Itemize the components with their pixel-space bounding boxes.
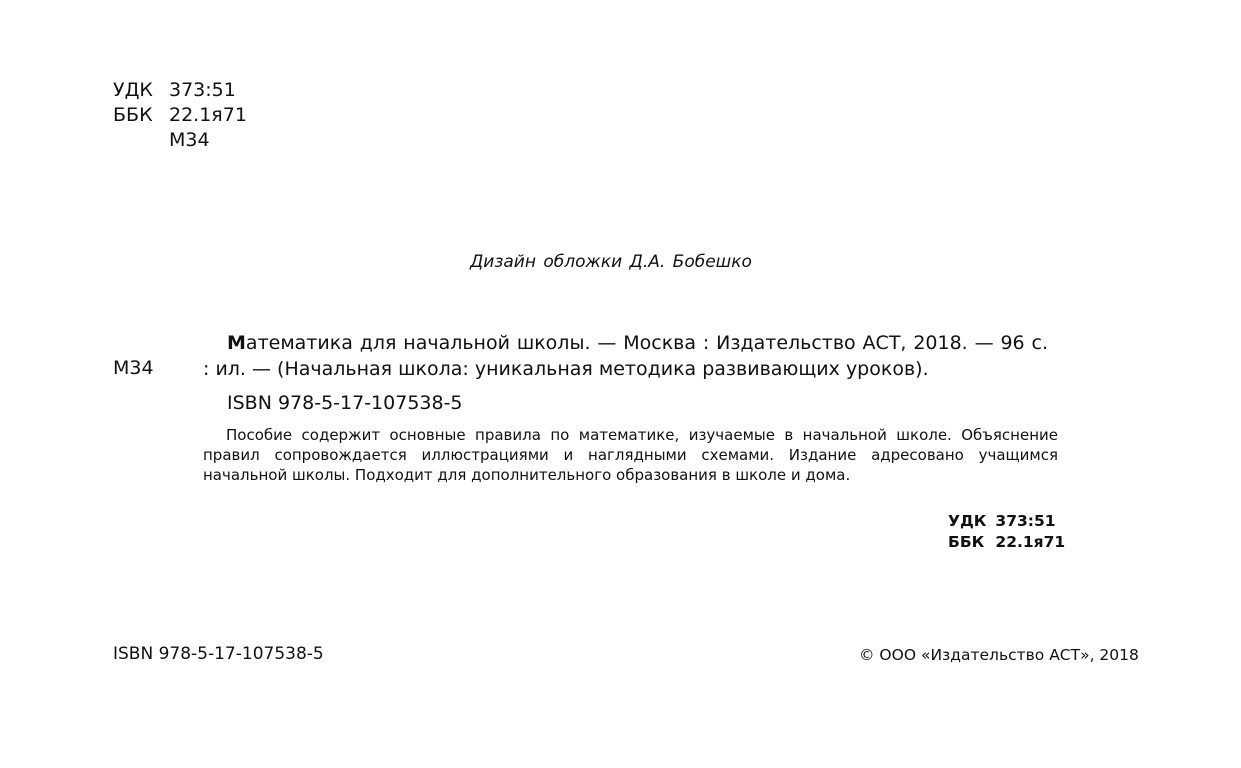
description-first-letter: М: [227, 332, 246, 354]
right-udk-row: [948, 511, 1065, 532]
right-bbk-value: 22.1я71: [995, 533, 1066, 551]
right-udk-label: УДК: [948, 512, 987, 530]
udk-row: [113, 78, 247, 103]
bbk-value: 22.1я71: [169, 104, 247, 126]
footer-isbn: ISBN 978-5-17-107538-5: [113, 644, 324, 664]
bibliographic-code: М34: [113, 357, 154, 379]
author-mark-row: [113, 128, 247, 153]
cover-design-credit: Дизайн обложки Д.А. Бобешко: [470, 252, 752, 272]
author-mark: М34: [169, 129, 210, 151]
annotation-text: Пособие содержит основные правила по математике, изучаемые в начальной школе. Объяснение правил сопровождается иллюстрациями и наглядными схемами. Издание адресовано учащимся начальной школы. Подходит для дополнительного образования в школе и дома.: [203, 426, 1058, 484]
right-bbk-row: [948, 532, 1065, 553]
right-classification-block: [948, 511, 1065, 553]
classification-block: [113, 78, 247, 153]
udk-label: УДК: [113, 79, 153, 101]
udk-value: 373:51: [169, 79, 236, 101]
bibliographic-isbn: ISBN 978-5-17-107538-5: [227, 392, 463, 414]
bbk-label: ББК: [113, 104, 153, 126]
right-udk-value: 373:51: [995, 512, 1056, 530]
bbk-row: [113, 103, 247, 128]
copyright-notice: © ООО «Издательство АСТ», 2018: [859, 646, 1139, 664]
description-text: атематика для начальной школы. — Москва : Издательство АСТ, 2018. — 96 с. : ил. — (Начальная школа: уникальная методика развивающих уроков).: [203, 332, 1048, 380]
bibliographic-description: [203, 330, 1048, 382]
right-bbk-label: ББК: [948, 533, 985, 551]
